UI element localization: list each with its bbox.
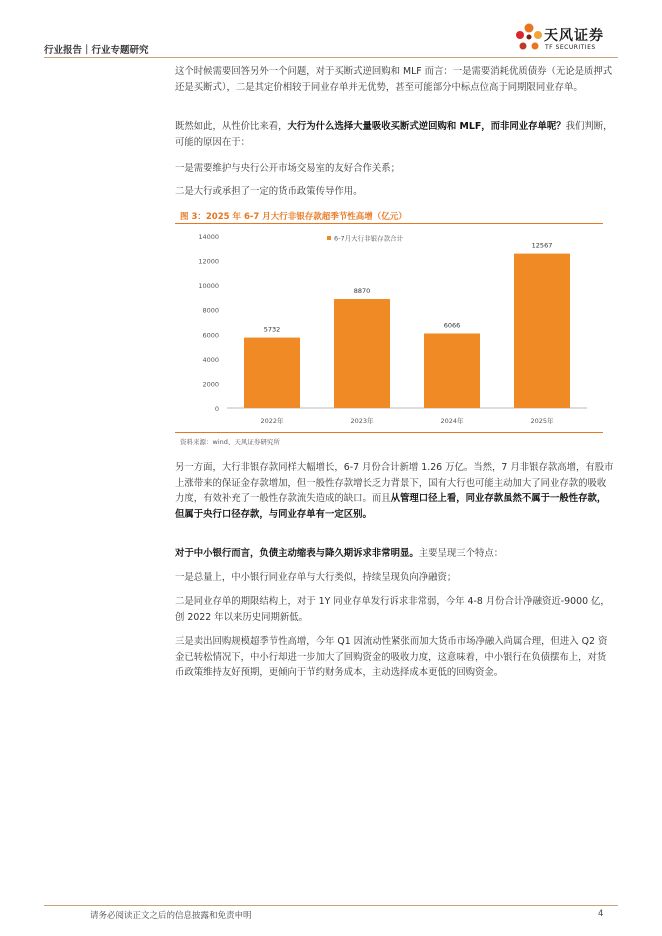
paragraph-6-text: 主要呈现三个特点： bbox=[418, 548, 504, 559]
x-tick-label: 2023年 bbox=[350, 417, 374, 425]
logo-flower-icon bbox=[514, 22, 544, 56]
paragraph-2 bbox=[175, 119, 615, 150]
y-tick-label: 8000 bbox=[202, 306, 219, 315]
figure-source: 资料来源：wind、天风证券研究所 bbox=[180, 438, 280, 446]
paragraph-2-intro: 既然如此，从性价比来看， bbox=[175, 121, 288, 132]
y-tick-label: 4000 bbox=[202, 355, 219, 364]
data-label: 5732 bbox=[263, 325, 281, 334]
y-tick-label: 12000 bbox=[198, 257, 219, 266]
paragraph-5-text: 另一方面，大行非银存款同样大幅增长，6-7 月份合计新增 1.26 万亿。当然，7 月非银存款高增，有股市上涨带来的保证金存款增加，但一般性存款增长乏力背景下，国有大行也可能主动加大了同业存款的吸收力度，有效补充了一般性存款流失造成的缺口。而且 bbox=[175, 462, 614, 504]
y-tick-label: 14000 bbox=[198, 233, 219, 241]
footer-disclaimer: 请务必阅读正文之后的信息披露和免责申明 bbox=[90, 911, 252, 921]
bar bbox=[334, 299, 390, 408]
page-number: 4 bbox=[598, 909, 604, 919]
paragraph-5-highlight: 从管理口径上看，同业存款虽然不属于一般性存款，但属于央行口径存款，与同业存单有一定区别。 bbox=[175, 493, 607, 520]
x-tick-label: 2024年 bbox=[440, 417, 464, 425]
legend-swatch bbox=[327, 236, 331, 240]
paragraph-3: 一是需要维护与央行公开市场交易室的友好合作关系； bbox=[175, 163, 401, 174]
bar bbox=[424, 333, 480, 408]
paragraph-2-highlight: 大行为什么选择大量吸收买断式逆回购和 MLF，而非同业存单呢？ bbox=[287, 121, 566, 132]
logo-chinese-name: 天风证券 bbox=[544, 28, 604, 44]
logo-english-name: TF SECURITIES bbox=[545, 44, 596, 51]
figure-bottom-rule bbox=[175, 432, 603, 433]
bar bbox=[514, 254, 570, 408]
paragraph-7: 一是总量上，中小银行同业存单与大行类似，持续呈现负向净融资； bbox=[175, 572, 457, 583]
data-label: 12567 bbox=[531, 241, 553, 250]
paragraph-6-highlight: 对于中小银行而言，负债主动缩表与降久期诉求非常明显。 bbox=[175, 548, 419, 559]
paragraph-1: 这个时候需要回答另外一个问题，对于买断式逆回购和 MLF 而言：一是需要消耗优质债券（无论是质押式还是买断式），二是其定价相较于同业存单并无优势，甚至可能部分中标点位高于同期限同业存单。 bbox=[175, 66, 613, 93]
y-tick-label: 0 bbox=[214, 405, 219, 413]
x-tick-label: 2025年 bbox=[530, 417, 554, 425]
x-tick-label: 2022年 bbox=[260, 417, 284, 425]
paragraph-8: 二是同业存单的期限结构上，对于 1Y 同业存单发行诉求非常弱，今年 4-8 月份合计净融资近-9000 亿，创 2022 年以来历史同期新低。 bbox=[175, 596, 610, 623]
footer-divider bbox=[44, 905, 618, 906]
paragraph-6 bbox=[175, 546, 615, 562]
figure-title: 图 3：2025 年 6-7 月大行非银存款超季节性高增（亿元） bbox=[180, 212, 407, 222]
header-divider bbox=[44, 57, 618, 58]
data-label: 6066 bbox=[443, 321, 461, 330]
y-tick-label: 6000 bbox=[202, 331, 219, 340]
paragraph-5 bbox=[175, 460, 615, 522]
paragraph-9: 三是卖出回购规模超季节性高增，今年 Q1 因流动性紧张而加大货币市场净融入尚属合理，但进入 Q2 资金已转松情况下，中小行却进一步加大了回购资金的吸收力度，这意味着，中小银行在负债摆布上，对货币政策维持友好预期，更倾向于节约财务成本，主动选择成本更低的回购资金。 bbox=[175, 636, 608, 678]
paragraph-2-outro: 我们判断，可能的原因在于： bbox=[175, 121, 613, 148]
y-tick-label: 10000 bbox=[198, 282, 219, 291]
report-category: 行业报告｜行业专题研究 bbox=[44, 45, 149, 56]
bar bbox=[244, 338, 300, 408]
y-tick-label: 2000 bbox=[202, 380, 219, 389]
legend-label: 6-7月大行非银存款合计 bbox=[334, 234, 404, 243]
bar-chart bbox=[175, 224, 603, 432]
company-logo bbox=[514, 22, 624, 56]
paragraph-4: 二是大行或承担了一定的货币政策传导作用。 bbox=[175, 186, 363, 197]
data-label: 8870 bbox=[353, 287, 371, 296]
